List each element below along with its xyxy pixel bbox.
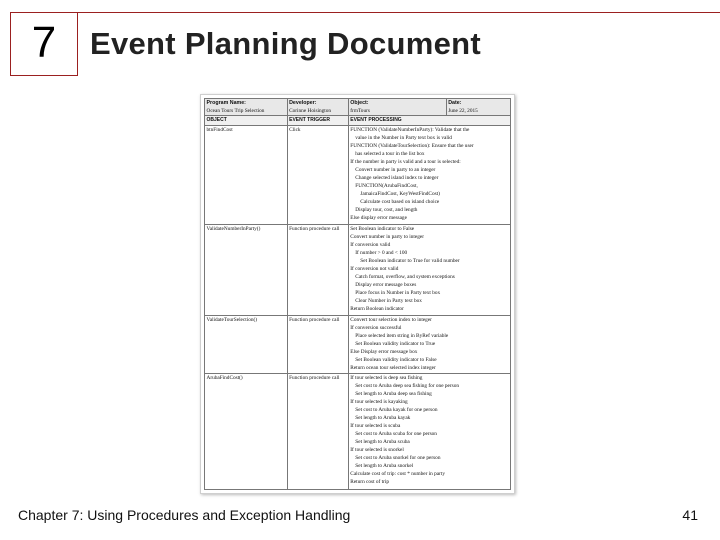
processing-line: Set length to Aruba scuba [355, 439, 410, 446]
processing-line: Place focus in Number in Party text box [355, 289, 441, 296]
event-trigger-cell: Function procedure call [287, 224, 348, 315]
processing-line: Set Boolean indicator to False [350, 225, 415, 232]
chapter-number: 7 [31, 18, 57, 67]
event-planning-table [204, 98, 511, 490]
event-planning-document-image [200, 94, 515, 494]
processing-line: If tour selected is kayaking [350, 399, 408, 406]
processing-line: JamaicaFindCost, KeyWestFindCost) [360, 190, 440, 197]
processing-line: Set cost to Aruba scuba for one person [355, 431, 437, 438]
processing-line: FUNCTION (ValidateNumberInParty): Validate that the [350, 126, 470, 133]
processing-line: Return cost of trip [350, 479, 389, 486]
developer-cell [287, 99, 348, 116]
date-cell [446, 99, 510, 116]
event-trigger-cell: Function procedure call [287, 374, 348, 490]
date-value: June 22, 2015 [448, 108, 478, 114]
table-row [205, 224, 511, 315]
processing-line: value in the Number in Party text box is valid [355, 134, 452, 141]
chapter-number-box [10, 12, 78, 76]
program-name-value: Ocean Tours Trip Selection [206, 108, 265, 114]
processing-line: Return Boolean indicator [350, 305, 404, 312]
processing-line: has selected a tour in the list box [355, 150, 425, 157]
processing-line: If conversion valid [350, 241, 391, 248]
processing-line: Catch format, overflow, and system exceptions [355, 273, 455, 280]
date-label: Date: [448, 100, 462, 106]
object-label: Object: [350, 100, 369, 106]
table-row [205, 315, 511, 373]
object-value: frmTours [350, 108, 370, 114]
processing-line: If tour selected is scuba [350, 423, 401, 430]
object-name-cell: ArubaFindCost() [205, 374, 288, 490]
footer-chapter-title: Chapter 7: Using Procedures and Exception Handling [18, 507, 351, 523]
processing-line: Change selected island index to integer [355, 174, 439, 181]
processing-line: Display error message boxes [355, 281, 417, 288]
event-processing-cell [348, 224, 510, 315]
processing-line: Calculate cost of trip: cost * number in party [350, 471, 446, 478]
processing-line: FUNCTION (ValidateTourSelection): Ensure that the user [350, 142, 474, 149]
developer-label: Developer: [289, 100, 317, 106]
processing-line: Calculate cost based on island choice [360, 198, 440, 205]
program-name-cell [205, 99, 288, 116]
slide-title: Event Planning Document [90, 26, 481, 61]
event-processing-cell [348, 125, 510, 224]
processing-line: If conversion not valid [350, 265, 399, 272]
processing-line: Set length to Aruba kayak [355, 415, 411, 422]
column-header-row [205, 116, 511, 125]
processing-line: Set cost to Aruba kayak for one person [355, 407, 438, 414]
event-trigger-cell: Click [287, 125, 348, 224]
object-name-cell: btnFindCost [205, 125, 288, 224]
processing-line: Return ocean tour selected index integer [350, 364, 436, 371]
processing-line: Display tour, cost, and length [355, 206, 418, 213]
title-rule [78, 12, 720, 13]
processing-line: Set length to Aruba deep sea fishing [355, 391, 432, 398]
processing-line: If tour selected is snorkel [350, 447, 404, 454]
processing-line: FUNCTION(ArubaFindCost, [355, 182, 418, 189]
processing-line: Convert number in party to integer [350, 233, 424, 240]
event-processing-cell [348, 315, 510, 373]
table-row [205, 125, 511, 224]
event-processing-cell [348, 374, 510, 490]
processing-line: Set Boolean validity indicator to False [355, 356, 437, 363]
object-cell [348, 99, 446, 116]
processing-line: Set Boolean indicator to True for valid number [360, 257, 460, 264]
event-trigger-cell: Function procedure call [287, 315, 348, 373]
processing-line: Set Boolean validity indicator to True [355, 340, 436, 347]
processing-line: Set length to Aruba snorkel [355, 463, 414, 470]
program-name-label: Program Name: [206, 100, 246, 106]
processing-line: If conversion successful [350, 324, 402, 331]
processing-line: Convert number in party to an integer [355, 166, 436, 173]
column-header-object: OBJECT [205, 116, 288, 125]
processing-line: If number > 0 and < 100 [355, 249, 408, 256]
doc-header-row [205, 99, 511, 116]
processing-line: Else Display error message box [350, 348, 418, 355]
page-number: 41 [682, 507, 698, 523]
processing-line: If the number in party is valid and a tour is selected: [350, 158, 461, 165]
object-name-cell: ValidateTourSelection() [205, 315, 288, 373]
processing-line: Set cost to Aruba deep sea fishing for one person [355, 383, 460, 390]
developer-value: Corinne Hoisington [289, 108, 332, 114]
processing-line: Clear Number in Party text box [355, 297, 422, 304]
column-header-processing: EVENT PROCESSING [348, 116, 510, 125]
column-header-trigger: EVENT TRIGGER [287, 116, 348, 125]
table-row [205, 374, 511, 490]
processing-line: If tour selected is deep sea fishing [350, 375, 423, 382]
processing-line: Else display error message [350, 214, 407, 221]
processing-line: Set cost to Aruba snorkel for one person [355, 455, 441, 462]
processing-line: Place selected item string in ByRef variable [355, 332, 449, 339]
object-name-cell: ValidateNumberInParty() [205, 224, 288, 315]
processing-line: Convert tour selection index to integer [350, 316, 432, 323]
